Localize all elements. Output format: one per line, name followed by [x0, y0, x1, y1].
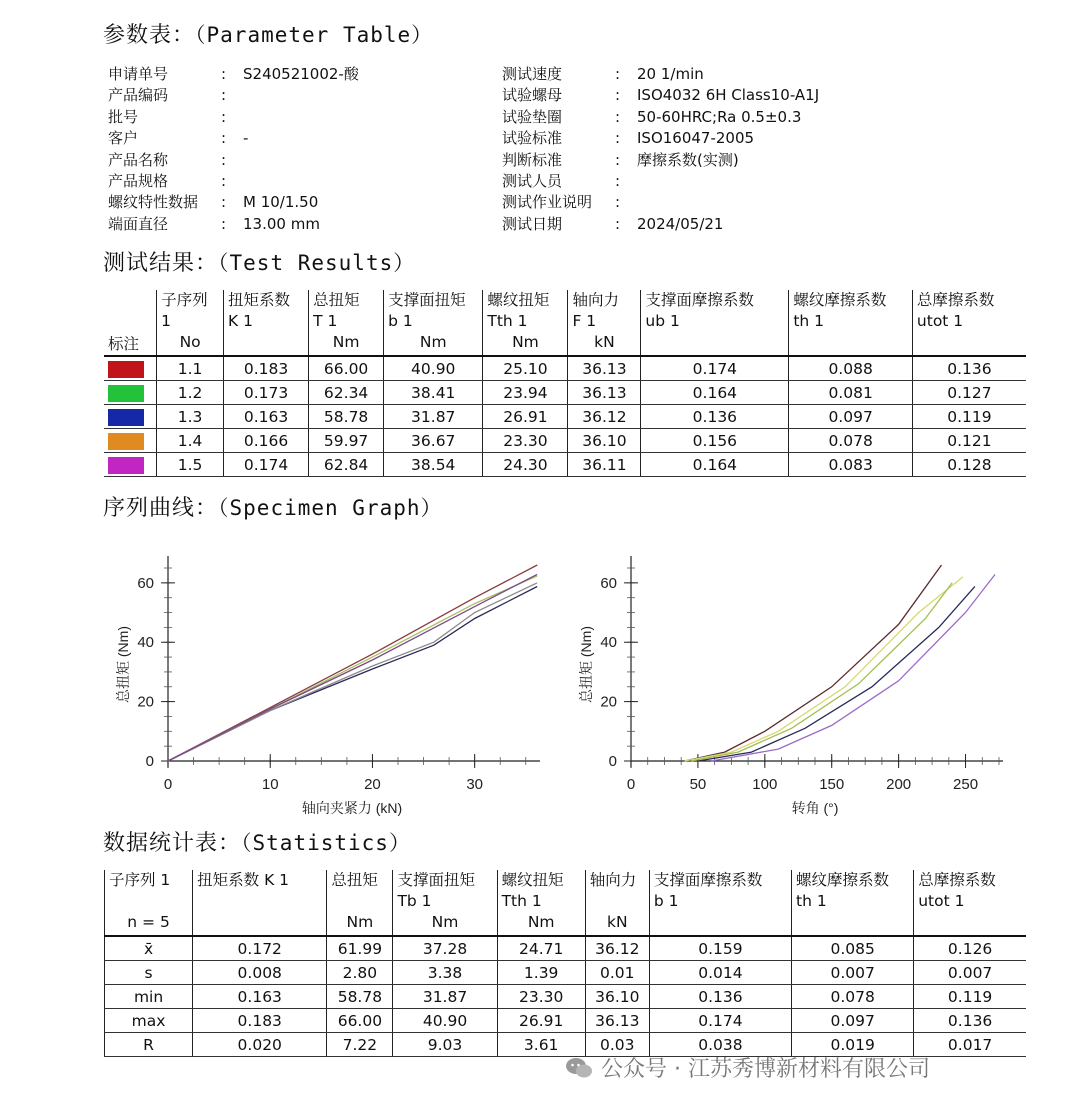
series-line [168, 565, 537, 761]
y-tick-label: 20 [137, 693, 154, 711]
x-tick-label: 100 [752, 776, 778, 793]
table-row [104, 429, 1026, 453]
table-row [105, 985, 1027, 1009]
param-row [502, 150, 819, 171]
param-label: 测试人员 [502, 171, 563, 190]
table-cell: 0.183 [193, 1009, 327, 1033]
param-label: 产品名称 [108, 150, 169, 169]
column-header [224, 290, 309, 356]
param-row [502, 64, 819, 85]
mark-cell [104, 453, 157, 477]
column-header [193, 870, 327, 936]
series-line [685, 565, 942, 761]
header-unit [228, 332, 304, 353]
param-label: 测试速度 [502, 65, 563, 83]
table-cell: 23.94 [483, 381, 568, 405]
header-line2: F 1 [572, 312, 597, 330]
param-row [108, 107, 359, 128]
table-cell: 25.10 [483, 356, 568, 381]
header-line2 [197, 891, 322, 912]
table-cell: max [105, 1009, 193, 1033]
table-cell: 0.166 [224, 429, 309, 453]
y-tick-label: 40 [600, 634, 617, 652]
param-colon: : [615, 171, 621, 190]
table-cell: 0.121 [912, 429, 1026, 453]
header-line1: 支撑面扭矩 [397, 871, 475, 889]
table-cell: 1.1 [157, 356, 224, 381]
param-value: 2024/05/21 [637, 214, 724, 233]
table-cell: 0.136 [641, 405, 789, 429]
table-cell: 23.30 [497, 985, 585, 1009]
header-unit: Nm [419, 333, 447, 351]
specimen-graph-title [103, 491, 443, 522]
header-row [105, 870, 1027, 936]
param-colon: : [615, 214, 621, 233]
color-swatch [108, 385, 144, 402]
table-cell: 0.126 [914, 936, 1026, 961]
header-line1: 螺纹摩擦系数 [796, 871, 890, 889]
param-value: - [243, 129, 249, 148]
title-en: （Specimen Graph） [218, 496, 443, 520]
table-cell: 66.00 [327, 1009, 393, 1033]
table-cell: 31.87 [384, 405, 483, 429]
table-cell: 0.083 [789, 453, 913, 477]
table-cell: 58.78 [309, 405, 384, 429]
y-tick-label: 40 [137, 634, 154, 652]
column-header [641, 290, 789, 356]
table-cell: 61.99 [327, 936, 393, 961]
table-row [105, 961, 1027, 985]
header-line1: 支撑面扭矩 [388, 291, 466, 309]
table-cell: 0.163 [193, 985, 327, 1009]
header-line1: 扭矩系数 [228, 291, 291, 309]
table-cell: 0.119 [912, 405, 1026, 429]
header-mark [104, 290, 157, 356]
x-tick-label: 20 [364, 776, 381, 793]
param-colon: : [221, 214, 227, 233]
table-cell: 0.136 [649, 985, 791, 1009]
title-en: （Test Results） [218, 251, 416, 275]
param-label: 判断标准 [502, 150, 563, 169]
param-label: 测试作业说明 [502, 193, 593, 212]
x-tick-label: 50 [689, 776, 707, 793]
table-cell: 0.019 [792, 1033, 914, 1057]
table-cell: 38.41 [384, 381, 483, 405]
header-line1: 轴向力 [572, 291, 619, 309]
param-value: M 10/1.50 [243, 193, 319, 212]
table-cell: 0.017 [914, 1033, 1026, 1057]
table-cell: 0.03 [585, 1033, 649, 1057]
series-line [711, 575, 995, 762]
header-line1: 总摩擦系数 [916, 291, 995, 309]
header-line1: 支撑面摩擦系数 [653, 871, 763, 889]
table-cell: 0.01 [585, 961, 649, 985]
table-cell: min [105, 985, 193, 1009]
series-line [685, 577, 963, 761]
header-line2: Tb 1 [397, 892, 432, 910]
statistics-table [104, 870, 1026, 1057]
param-label: 批号 [108, 107, 139, 126]
header-unit: n = 5 [127, 913, 170, 931]
x-axis-label: 转角 (°) [791, 800, 839, 816]
param-label: 螺纹特性数据 [108, 193, 199, 212]
header-row [104, 290, 1026, 356]
results-table [104, 290, 1026, 477]
table-cell: 0.156 [641, 429, 789, 453]
param-colon: : [615, 86, 621, 105]
series-line [698, 586, 975, 761]
table-cell: 3.61 [497, 1033, 585, 1057]
param-value: 13.00 mm [243, 214, 320, 233]
table-row [104, 356, 1026, 381]
table-cell: 0.174 [649, 1009, 791, 1033]
param-colon: : [615, 65, 621, 83]
table-cell: 0.097 [789, 405, 913, 429]
table-cell: 40.90 [384, 356, 483, 381]
table-cell: 0.173 [224, 381, 309, 405]
table-cell: 1.2 [157, 381, 224, 405]
param-value: S240521002-酸 [243, 65, 359, 83]
table-cell: x̄ [105, 936, 193, 961]
param-colon: : [221, 65, 227, 83]
series-line [168, 587, 537, 762]
header-unit [645, 332, 784, 353]
table-cell: 1.39 [497, 961, 585, 985]
column-header [912, 290, 1026, 356]
table-cell: 40.90 [393, 1009, 497, 1033]
param-row [502, 192, 819, 213]
x-tick-label: 10 [261, 776, 279, 793]
column-header [309, 290, 384, 356]
series-line [168, 583, 537, 761]
column-header [157, 290, 224, 356]
param-label: 试验螺母 [502, 86, 563, 105]
header-line1: 螺纹扭矩 [487, 291, 550, 309]
header-line2: b 1 [388, 312, 413, 330]
param-row [108, 85, 359, 106]
statistics-title [103, 826, 411, 857]
table-row [104, 381, 1026, 405]
header-line1: 总扭矩 [313, 291, 360, 309]
table-cell: 9.03 [393, 1033, 497, 1057]
param-value: 50-60HRC;Ra 0.5±0.3 [637, 107, 802, 126]
column-header [393, 870, 497, 936]
column-header [789, 290, 913, 356]
mark-cell [104, 356, 157, 381]
table-cell: 31.87 [393, 985, 497, 1009]
params-left [108, 64, 359, 235]
table-cell: 0.136 [912, 356, 1026, 381]
title-zh: 参数表： [103, 23, 196, 48]
y-tick-label: 0 [608, 753, 617, 770]
x-tick-label: 150 [819, 776, 845, 793]
table-cell: 0.097 [792, 1009, 914, 1033]
table-cell: 0.127 [912, 381, 1026, 405]
header-unit: Nm [431, 913, 459, 931]
table-cell: s [105, 961, 193, 985]
table-cell: 0.038 [649, 1033, 791, 1057]
table-row [104, 405, 1026, 429]
param-label: 客户 [108, 129, 139, 148]
param-colon: : [615, 129, 621, 148]
header-line1: 螺纹扭矩 [501, 871, 564, 889]
table-cell: 0.183 [224, 356, 309, 381]
param-row [108, 192, 359, 213]
table-cell: 1.3 [157, 405, 224, 429]
header-line2 [331, 891, 388, 912]
param-colon: : [221, 129, 227, 148]
mark-cell [104, 405, 157, 429]
table-cell: 24.30 [483, 453, 568, 477]
table-cell: 0.172 [193, 936, 327, 961]
y-axis-label: 总扭矩 (Nm) [115, 626, 131, 703]
color-swatch [108, 457, 144, 474]
param-row [502, 107, 819, 128]
header-unit: Nm [332, 333, 360, 351]
header-line2: utot 1 [916, 312, 964, 330]
param-row [108, 150, 359, 171]
table-cell: 0.164 [641, 381, 789, 405]
parameter-table-title [103, 18, 433, 49]
table-cell: 0.119 [914, 985, 1026, 1009]
table-cell: 0.007 [792, 961, 914, 985]
header-line2: utot 1 [918, 892, 965, 910]
header-line1: 支撑面摩擦系数 [645, 291, 754, 309]
header-line2: K 1 [228, 312, 253, 330]
column-header [327, 870, 393, 936]
table-cell: 36.13 [568, 381, 641, 405]
table-cell: 0.007 [914, 961, 1026, 985]
table-cell: 36.10 [568, 429, 641, 453]
column-header [105, 870, 193, 936]
column-header [384, 290, 483, 356]
series-line [691, 583, 952, 761]
x-tick-label: 30 [466, 776, 484, 793]
mark-cell [104, 429, 157, 453]
param-label: 产品规格 [108, 171, 169, 190]
table-cell: 0.008 [193, 961, 327, 985]
header-line2: Tth 1 [501, 892, 542, 910]
param-label: 端面直径 [108, 214, 169, 233]
y-tick-label: 0 [145, 753, 154, 770]
table-cell: 36.13 [568, 356, 641, 381]
param-label: 试验垫圈 [502, 107, 563, 126]
param-value: ISO4032 6H Class10-A1J [637, 86, 820, 105]
header-line1: 扭矩系数 K 1 [197, 871, 290, 889]
x-tick-label: 200 [886, 776, 912, 793]
header-line1: 总摩擦系数 [918, 871, 996, 889]
table-cell: 62.84 [309, 453, 384, 477]
title-zh: 测试结果： [103, 251, 219, 276]
title-zh: 数据统计表： [103, 831, 242, 856]
torque-vs-angle-chart [565, 545, 1015, 825]
y-tick-label: 20 [600, 693, 617, 711]
param-colon: : [615, 150, 621, 169]
param-row [502, 171, 819, 192]
test-results-title [103, 246, 415, 277]
color-swatch [108, 409, 144, 426]
table-cell: 7.22 [327, 1033, 393, 1057]
table-row [105, 936, 1027, 961]
header-unit: Nm [346, 913, 374, 931]
y-axis-label: 总扭矩 (Nm) [578, 626, 594, 703]
column-header [585, 870, 649, 936]
param-row [108, 64, 359, 85]
param-row [502, 128, 819, 149]
header-line1: 子序列 1 [109, 871, 171, 889]
y-tick-label: 60 [600, 574, 617, 592]
param-colon: : [221, 86, 227, 105]
column-header [914, 870, 1026, 936]
table-cell: 0.020 [193, 1033, 327, 1057]
header-line2 [590, 891, 645, 912]
header-unit [654, 912, 787, 933]
table-cell: 0.159 [649, 936, 791, 961]
param-value: 摩擦系数(实测) [637, 150, 739, 169]
y-tick-label: 60 [137, 574, 154, 592]
watermark [565, 1052, 930, 1083]
table-cell: 23.30 [483, 429, 568, 453]
table-cell: 0.174 [224, 453, 309, 477]
wechat-icon [565, 1056, 593, 1080]
header-unit [917, 332, 1022, 353]
column-header [568, 290, 641, 356]
param-row [108, 128, 359, 149]
header-line2: th 1 [793, 312, 825, 330]
table-cell: 0.163 [224, 405, 309, 429]
x-tick-label: 0 [163, 776, 173, 793]
param-label: 试验标准 [502, 129, 563, 148]
table-cell: 3.38 [393, 961, 497, 985]
header-line2: Tth 1 [487, 312, 528, 330]
table-cell: 2.80 [327, 961, 393, 985]
table-cell: 0.174 [641, 356, 789, 381]
header-unit [796, 912, 909, 933]
table-cell: 0.081 [789, 381, 913, 405]
column-header [792, 870, 914, 936]
header-unit: No [179, 333, 201, 351]
color-swatch [108, 361, 144, 378]
color-swatch [108, 433, 144, 450]
header-unit: kN [606, 913, 628, 931]
param-colon: : [615, 107, 621, 126]
header-line2: 1 [161, 312, 172, 330]
x-axis-label: 轴向夹紧力 (kN) [301, 800, 403, 816]
column-header [497, 870, 585, 936]
table-cell: 0.088 [789, 356, 913, 381]
table-cell: 0.014 [649, 961, 791, 985]
table-row [104, 453, 1026, 477]
table-cell: 1.4 [157, 429, 224, 453]
param-value: 20 1/min [637, 65, 704, 83]
title-zh: 序列曲线： [103, 496, 219, 521]
title-en: （Statistics） [241, 831, 411, 855]
table-cell: 37.28 [393, 936, 497, 961]
header-unit: Nm [512, 333, 539, 351]
table-cell: 58.78 [327, 985, 393, 1009]
param-row [502, 214, 819, 235]
header-unit: kN [594, 333, 615, 351]
header-line1: 螺纹摩擦系数 [793, 291, 887, 309]
header-unit: Nm [527, 913, 555, 931]
header-line2: T 1 [313, 312, 338, 330]
table-cell: 62.34 [309, 381, 384, 405]
table-cell: 36.10 [585, 985, 649, 1009]
mark-label: 标注 [108, 335, 140, 353]
table-cell: 0.078 [789, 429, 913, 453]
param-colon: : [615, 193, 621, 212]
table-cell: 36.67 [384, 429, 483, 453]
table-cell: 1.5 [157, 453, 224, 477]
table-cell: 0.085 [792, 936, 914, 961]
param-colon: : [221, 171, 227, 190]
table-row [105, 1009, 1027, 1033]
header-line2: ub 1 [645, 312, 680, 330]
header-line1: 子序列 [161, 291, 208, 309]
table-cell: 0.136 [914, 1009, 1026, 1033]
param-label: 产品编码 [108, 86, 169, 105]
param-row [108, 171, 359, 192]
title-en: （Parameter Table） [195, 23, 434, 47]
param-label: 申请单号 [108, 65, 169, 83]
params-right [502, 64, 819, 235]
header-line2 [109, 891, 188, 912]
param-label: 测试日期 [502, 214, 563, 233]
table-cell: 36.12 [585, 936, 649, 961]
header-line2: b 1 [653, 892, 679, 910]
param-value: ISO16047-2005 [637, 129, 755, 148]
table-cell: 38.54 [384, 453, 483, 477]
table-cell: R [105, 1033, 193, 1057]
watermark-text: 公众号 · 江苏秀博新材料有限公司 [601, 1057, 930, 1082]
column-header [483, 290, 568, 356]
param-colon: : [221, 150, 227, 169]
param-colon: : [221, 107, 227, 126]
table-cell: 36.13 [585, 1009, 649, 1033]
param-row [502, 85, 819, 106]
torque-vs-clamp-force-chart [100, 545, 560, 825]
header-line2: th 1 [796, 892, 827, 910]
table-cell: 0.128 [912, 453, 1026, 477]
header-unit [793, 332, 908, 353]
header-unit [197, 912, 322, 933]
table-cell: 0.078 [792, 985, 914, 1009]
mark-cell [104, 381, 157, 405]
param-row [108, 214, 359, 235]
table-cell: 36.12 [568, 405, 641, 429]
x-tick-label: 0 [626, 776, 636, 793]
table-cell: 24.71 [497, 936, 585, 961]
table-cell: 59.97 [309, 429, 384, 453]
header-unit [918, 912, 1022, 933]
x-tick-label: 250 [953, 776, 979, 793]
table-cell: 26.91 [483, 405, 568, 429]
header-line1: 总扭矩 [331, 871, 378, 889]
table-cell: 0.164 [641, 453, 789, 477]
table-cell: 26.91 [497, 1009, 585, 1033]
table-cell: 36.11 [568, 453, 641, 477]
table-cell: 66.00 [309, 356, 384, 381]
header-line1: 轴向力 [589, 871, 637, 889]
param-colon: : [221, 193, 227, 212]
column-header [649, 870, 791, 936]
